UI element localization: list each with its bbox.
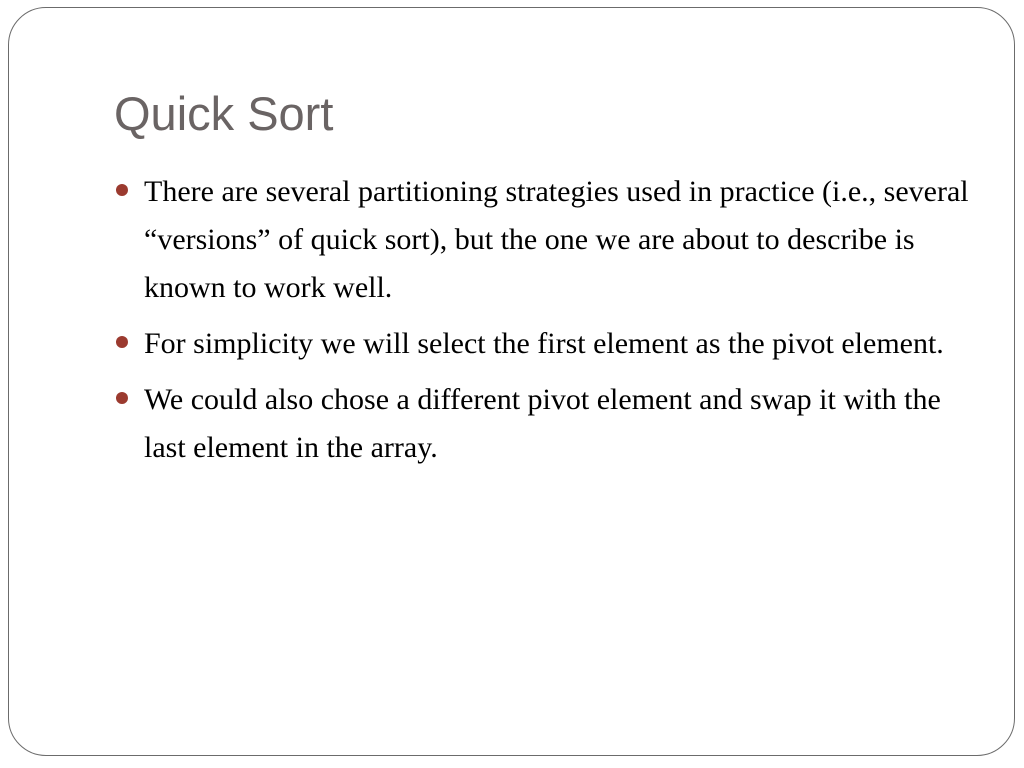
bullet-text: For simplicity we will select the first element as the pivot element. bbox=[144, 327, 944, 360]
bullet-item bbox=[114, 168, 974, 312]
bullet-dot-icon bbox=[116, 392, 128, 404]
bullet-item bbox=[114, 320, 974, 368]
bullet-dot-icon bbox=[116, 184, 128, 196]
bullet-list bbox=[114, 168, 974, 480]
bullet-text: We could also chose a different pivot element and swap it with the last element in the array. bbox=[144, 383, 941, 464]
slide-title: Quick Sort bbox=[114, 87, 334, 140]
bullet-dot-icon bbox=[116, 336, 128, 348]
bullet-text: There are several partitioning strategies used in practice (i.e., several “versions” of quick sort), but the one we are about to describe is known to work well. bbox=[144, 175, 969, 304]
bullet-item bbox=[114, 376, 974, 472]
